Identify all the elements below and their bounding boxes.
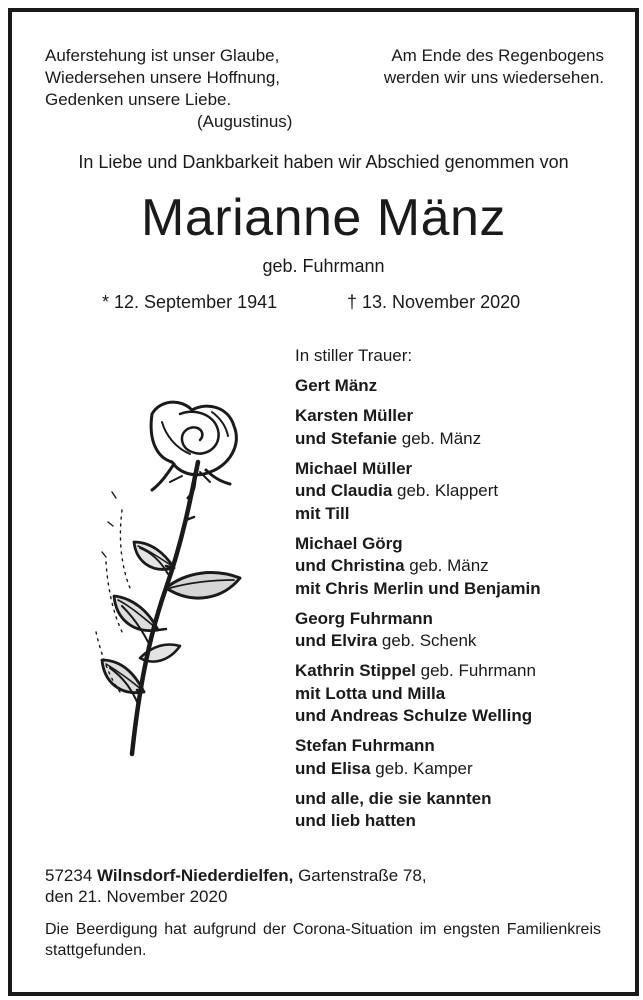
quote-left-text: Auferstehung ist unser Glaube, Wiedersehen unsere Hoffnung, Gedenken unsere Liebe. — [45, 46, 281, 109]
quote-right-text: Am Ende des Regenbogens werden wir uns wiedersehen. — [383, 46, 604, 87]
mourner-partner: und Andreas Schulze Welling — [295, 706, 533, 725]
mourner-maiden-name: geb. Schenk — [377, 631, 477, 650]
mourner-maiden-name: geb. Mänz — [404, 556, 489, 575]
mourner-maiden-name: geb. Kamper — [370, 758, 473, 778]
mourner-closing-1: und alle, die sie kannten — [295, 788, 492, 808]
mourner-name: Karsten Müller — [295, 406, 414, 425]
mourner-name: Gert Mänz — [295, 376, 378, 395]
address-date: den 21. November 2020 — [45, 887, 228, 906]
mourner-partner: und Stefanie — [295, 428, 398, 448]
mourner-line — [295, 630, 615, 653]
rose-illustration — [82, 392, 262, 762]
mourner-partner: und Elvira — [295, 631, 378, 650]
mourner-partner: und Elisa — [295, 758, 371, 778]
address-zip: 57234 — [45, 866, 93, 885]
address-line — [45, 865, 605, 886]
mourner-group-8 — [295, 788, 615, 833]
mourner-closing-2: und lieb hatten — [295, 811, 416, 830]
intro-text: In Liebe und Dankbarkeit haben wir Abschied genommen von — [78, 152, 569, 172]
mourner-name: Kathrin Stippel — [295, 661, 416, 680]
mourner-partner: und Claudia — [295, 481, 393, 500]
birth-date: * 12. September 1941 — [102, 292, 278, 312]
mourner-partner: und Christina — [295, 556, 405, 575]
death-date: † 13. November 2020 — [347, 292, 521, 312]
mourners-heading: In stiller Trauer: — [295, 346, 413, 365]
mourner-children: mit Till — [295, 503, 350, 523]
mourner-line — [295, 428, 615, 451]
address-street: Gartenstraße 78, — [298, 866, 427, 885]
quote-left — [45, 45, 335, 133]
mourner-group-7 — [295, 735, 615, 780]
mourner-children: mit Lotta und Milla — [295, 683, 446, 703]
mourner-maiden-name: geb. Klappert — [392, 481, 499, 500]
funeral-note: Die Beerdigung hat aufgrund der Corona-Situation im engsten Familienkreis stattgefunden. — [45, 921, 601, 959]
mourner-name: Georg Fuhrmann — [295, 608, 433, 628]
obituary-frame — [8, 8, 639, 996]
mourner-group-1 — [295, 375, 615, 398]
mourner-name: Stefan Fuhrmann — [295, 736, 435, 755]
mourner-maiden-name: geb. Mänz — [397, 428, 482, 448]
mourner-group-6 — [295, 660, 615, 728]
deceased-name: Marianne Mänz — [141, 189, 506, 247]
mourner-line — [295, 660, 615, 683]
address-block — [45, 865, 605, 907]
mourner-group-5 — [295, 608, 615, 653]
mourner-name: Michael Görg — [295, 533, 403, 553]
birth-name: geb. Fuhrmann — [262, 256, 385, 276]
mourner-children: mit Chris Merlin und Benjamin — [295, 578, 541, 598]
mourner-line — [295, 480, 615, 503]
quote-attribution: (Augustinus) — [197, 112, 293, 131]
mourners-list — [295, 345, 615, 840]
mourner-group-3 — [295, 458, 615, 526]
mourner-line — [295, 555, 615, 578]
mourner-group-2 — [295, 405, 615, 450]
mourner-maiden-name: geb. Fuhrmann — [415, 661, 536, 680]
mourner-group-4 — [295, 533, 615, 601]
address-place: Wilnsdorf-Niederdielfen, — [97, 866, 294, 885]
mourners-heading-group — [295, 345, 615, 368]
mourner-line — [295, 758, 615, 781]
mourner-name: Michael Müller — [295, 458, 413, 478]
